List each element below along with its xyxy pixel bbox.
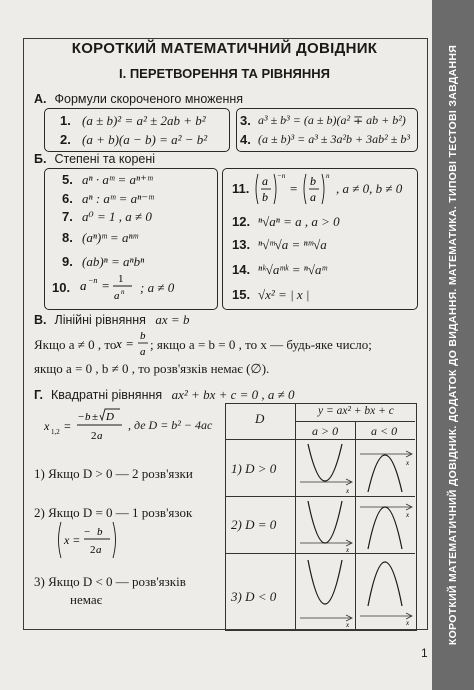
svg-text:x: x xyxy=(406,619,410,627)
formula: aⁿ · aᵐ = aⁿ⁺ᵐ xyxy=(82,172,153,187)
svg-text:a: a xyxy=(80,278,87,293)
formula: (a + b)(a − b) = a² − b² xyxy=(82,132,208,147)
parabola-up-no-roots xyxy=(296,554,355,629)
section-a-title: Формули скороченого множення xyxy=(54,92,244,106)
svg-text:1: 1 xyxy=(118,273,124,285)
section-c-title: Лінійні рівняння xyxy=(54,313,146,327)
formula-linear-root xyxy=(116,328,150,360)
svg-text:2: 2 xyxy=(90,544,96,556)
svg-text:a: a xyxy=(114,290,120,302)
section-heading: I. ПЕРЕТВОРЕННЯ ТА РІВНЯННЯ xyxy=(118,66,331,81)
svg-text:−: − xyxy=(78,411,85,423)
parabola-down-one-root xyxy=(356,497,415,553)
svg-text:x: x xyxy=(346,487,350,495)
quadratic-case-3b: немає xyxy=(70,592,103,607)
item-number: 2. xyxy=(60,132,71,147)
formula: aⁿ : aᵐ = aⁿ⁻ᵐ xyxy=(82,191,154,206)
linear-case-1a: Якщо a ≠ 0 , то xyxy=(34,337,117,352)
section-b-letter: Б. xyxy=(34,152,47,166)
svg-text:=: = xyxy=(73,533,80,547)
formula: , a ≠ 0, b ≠ 0 xyxy=(336,181,403,196)
formula: ; a ≠ 0 xyxy=(140,280,175,295)
svg-text:n: n xyxy=(121,288,125,296)
svg-text:=: = xyxy=(290,181,298,196)
formula: a³ ± b³ = (a ± b)(a² ∓ ab + b²) xyxy=(258,113,406,127)
svg-text:=: = xyxy=(64,419,71,433)
svg-text:−n: −n xyxy=(88,276,98,285)
parabola-down-two-roots xyxy=(356,440,415,496)
svg-text:x: x xyxy=(116,336,122,351)
quadratic-equation: ax² + bx + c = 0 , a ≠ 0 xyxy=(171,387,295,402)
svg-text:a: a xyxy=(96,544,102,556)
formula: a⁰ = 1 , a ≠ 0 xyxy=(82,209,152,224)
table-divider xyxy=(295,421,415,422)
section-a-heading xyxy=(34,92,243,106)
item-number: 11. xyxy=(232,181,250,196)
section-b-heading xyxy=(34,152,155,166)
formula: ⁿ√ᵐ√a = ⁿᵐ√a xyxy=(258,237,327,252)
section-d-heading xyxy=(34,387,295,403)
section-c-heading xyxy=(34,312,189,328)
table-row-label: 2) D = 0 xyxy=(231,517,277,532)
svg-text:n: n xyxy=(326,172,330,180)
formula-single-root xyxy=(56,519,120,561)
item-number: 9. xyxy=(62,254,73,269)
item-number: 3. xyxy=(240,113,251,128)
parabola-down-no-roots xyxy=(356,554,415,629)
item-number: 5. xyxy=(62,172,73,187)
section-c-letter: В. xyxy=(34,313,47,327)
page-number: 1 xyxy=(421,646,428,660)
formula-negative-exponent xyxy=(80,272,138,302)
table-row-label: 3) D < 0 xyxy=(231,589,277,604)
svg-text:=: = xyxy=(102,278,110,293)
svg-text:2: 2 xyxy=(91,430,97,442)
item-number: 8. xyxy=(62,230,73,245)
svg-text:D: D xyxy=(106,411,114,423)
table-header-y: y = ax² + bx + c xyxy=(318,405,394,417)
svg-text:1,2: 1,2 xyxy=(51,428,60,436)
formula: ⁿ√aⁿ = a , a > 0 xyxy=(258,214,340,229)
formula-fraction-power xyxy=(254,170,336,208)
parabola-up-two-roots xyxy=(296,440,355,496)
item-number: 14. xyxy=(232,262,251,277)
linear-case-2: якщо a = 0 , b ≠ 0 , то розв'язків немає (∅). xyxy=(34,361,270,376)
page-title: КОРОТКИЙ МАТЕМАТИЧНИЙ ДОВІДНИК xyxy=(71,40,378,57)
formula: ⁿᵏ√aᵐᵏ = ⁿ√aᵐ xyxy=(258,262,327,277)
parabola-up-one-root xyxy=(296,497,355,553)
item-number: 1. xyxy=(60,113,71,128)
svg-text:a: a xyxy=(97,430,103,442)
item-number: 12. xyxy=(232,214,251,229)
linear-case-1b: ; якщо a = b = 0 , то x — будь-яке число; xyxy=(150,337,372,352)
svg-text:a: a xyxy=(262,174,268,188)
sidebar-text: КОРОТКИЙ МАТЕМАТИЧНИЙ ДОВІДНИК. ДОДАТОК ДО ВИДАННЯ. МАТЕМАТИКА. ТИПОВІ ТЕСТОВІ ЗАВДАННЯ xyxy=(447,44,459,646)
item-number: 15. xyxy=(232,287,251,302)
formula-quadratic-roots xyxy=(44,406,128,444)
discriminant-formula: , де D = b² − 4ac xyxy=(128,418,213,432)
svg-text:−n: −n xyxy=(277,172,286,180)
formula: (aⁿ)ᵐ = aⁿᵐ xyxy=(82,230,138,245)
item-number: 10. xyxy=(52,280,71,295)
svg-text:b: b xyxy=(262,190,268,204)
svg-text:x: x xyxy=(406,459,410,467)
item-number: 4. xyxy=(240,132,251,147)
item-number: 6. xyxy=(62,191,73,206)
svg-text:b: b xyxy=(97,526,103,538)
section-d-letter: Г. xyxy=(34,388,43,402)
quadratic-case-1: 1) Якщо D > 0 — 2 розв'язки xyxy=(34,466,193,481)
section-a-letter: А. xyxy=(34,92,47,106)
svg-text:x: x xyxy=(346,546,350,553)
svg-text:x: x xyxy=(406,511,410,519)
formula: (ab)ⁿ = aⁿbⁿ xyxy=(82,254,145,269)
table-header-a-pos: a > 0 xyxy=(312,424,339,438)
section-d-title: Квадратні рівняння xyxy=(51,388,163,402)
quadratic-case-3a: 3) Якщо D < 0 — розв'язків xyxy=(34,574,186,589)
table-header-a-neg: a < 0 xyxy=(371,424,398,438)
quadratic-case-2: 2) Якщо D = 0 — 1 розв'язок xyxy=(34,505,193,520)
svg-text:b: b xyxy=(85,411,91,423)
svg-text:b: b xyxy=(140,330,146,342)
section-b-title: Степені та корені xyxy=(54,152,156,166)
linear-equation: ax = b xyxy=(155,312,190,327)
svg-text:x: x xyxy=(64,533,70,547)
svg-text:a: a xyxy=(140,346,146,358)
svg-text:−: − xyxy=(84,526,91,538)
item-number: 13. xyxy=(232,237,251,252)
svg-text:x: x xyxy=(346,621,350,629)
svg-text:±: ± xyxy=(92,411,99,423)
table-row-label: 1) D > 0 xyxy=(231,461,277,476)
formula: (a ± b)² = a² ± 2ab + b² xyxy=(82,113,206,128)
formula: (a ± b)³ = a³ ± 3a²b + 3ab² ± b³ xyxy=(258,132,410,146)
svg-text:b: b xyxy=(310,174,316,188)
svg-text:a: a xyxy=(310,190,316,204)
formula: √x² = | x | xyxy=(258,287,310,302)
table-header-d: D xyxy=(255,411,265,426)
item-number: 7. xyxy=(62,209,73,224)
svg-text:x: x xyxy=(44,419,50,433)
svg-text:=: = xyxy=(126,336,134,351)
